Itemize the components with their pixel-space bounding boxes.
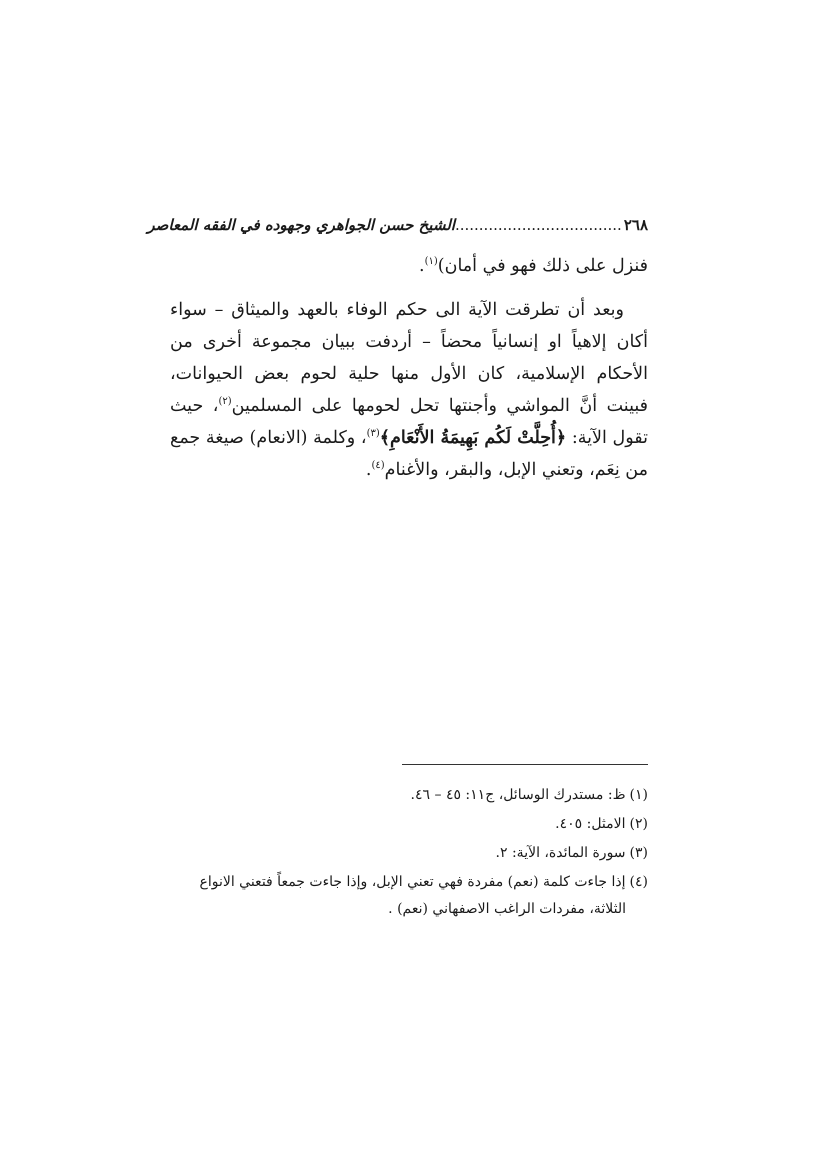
page-number: ٢٦٨: [623, 216, 648, 234]
footnote-2: [170, 811, 648, 838]
footnote-continuation: الثلاثة، مفردات الراغب الاصفهاني (نعم) .: [388, 901, 626, 917]
page-content: [147, 216, 649, 486]
footnote-separator: [402, 764, 648, 765]
paragraph-2-part3: ، وكلمة (الانعام) صيغة جمع من نِعَم، وتعني الإبل، والبقر، والأغنام: [170, 428, 648, 480]
footnote-number: (١): [629, 787, 648, 803]
footnote-ref-4: (٤): [371, 460, 385, 472]
footnote-ref-1: (١): [424, 256, 438, 268]
footnote-3: [170, 840, 648, 867]
paragraph-1-text: فنزل على ذلك فهو في أمان): [437, 256, 648, 276]
footnote-1: [170, 782, 648, 809]
footnote-ref-3: (٣): [366, 428, 380, 440]
footnote-text: سورة المائدة، الآية: ٢.: [495, 845, 626, 861]
footnote-number: (٤): [629, 874, 648, 890]
footnote-text: الامثل: ٤٠٥.: [555, 816, 626, 832]
footnote-number: (٣): [629, 845, 648, 861]
leader-dots: ...................................: [454, 216, 622, 234]
footnote-number: (٢): [629, 816, 648, 832]
running-header: [147, 216, 648, 240]
footnote-4: [170, 869, 648, 923]
book-title: الشيخ حسن الجواهري وجهوده في الفقه المعاصر: [147, 216, 455, 234]
paragraph-1-end: .: [419, 256, 425, 276]
footnote-text: إذا جاءت كلمة (نعم) مفردة فهي تعني الإبل، وإذا جاءت جمعاً فتعني الانواع: [199, 874, 626, 890]
main-text: [170, 250, 648, 486]
footnotes: [170, 782, 648, 925]
paragraph-2-part1: وبعد أن تطرقت الآية الى حكم الوفاء بالعهد والميثاق – سواء أكان إلاهياً او إنسانياً محضاً – أردفت ببيان مجموعة أخرى من الأحكام الإسلامية، كان الأول منها حلية لحوم بعض الحيوانات، فبينت أنَّ المواشي وأجنتها تحل لحومها على المسلمين: [170, 300, 649, 416]
paragraph-2-end: .: [365, 460, 372, 480]
footnote-ref-2: (٢): [218, 396, 232, 408]
paragraph-1: [170, 250, 648, 282]
paragraph-2: [170, 294, 648, 486]
quran-verse: ﴿أُحِلَّتْ لَكُم بَهِيمَةُ الأَنْعَامِ﴾: [379, 428, 567, 448]
footnote-text: ظ: مستدرك الوسائل، ج١١: ٤٥ – ٤٦.: [410, 787, 626, 803]
paragraph-2-part2: ، حيث تقول الآية:: [170, 396, 648, 448]
